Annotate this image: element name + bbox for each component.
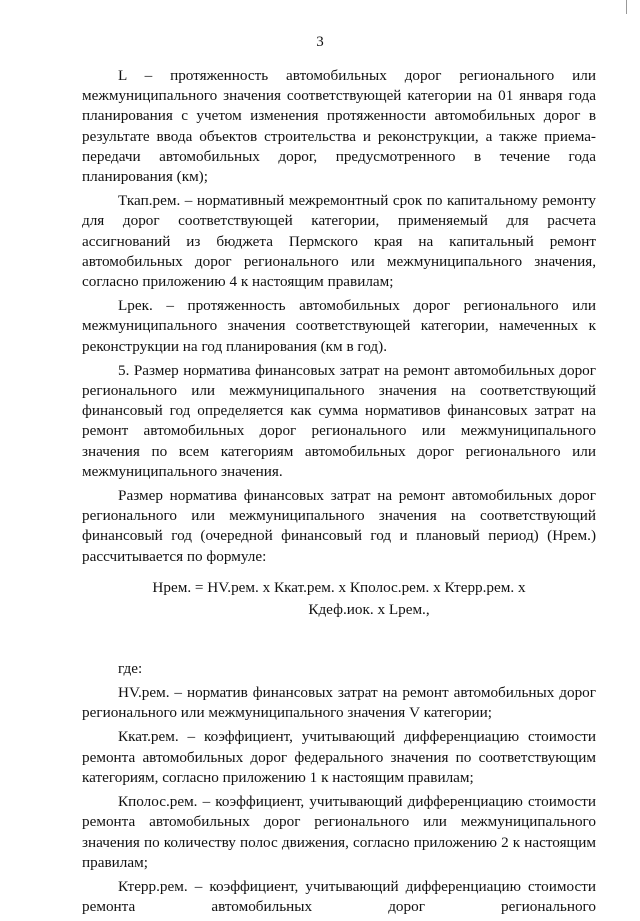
where-label: где:	[118, 659, 143, 677]
formula-line-1: Нрем. = НV.рем. x Ккат.рем. x Кполос.рем. x Ктерр.рем. x	[152, 578, 526, 596]
paragraph-definition-hv: НV.рем. – норматив финансовых затрат на ремонт автомобильных дорог регионального или межмуниципального значения V категории;	[82, 684, 596, 722]
formula	[82, 577, 596, 621]
scan-mark	[626, 0, 627, 14]
paragraph-definition-kkat: Ккат.рем. – коэффициент, учитывающий дифференциацию стоимости ремонта автомобильных дорог федерального значения по соответствующим категориям, согласно приложению 1 к настоящим правилам;	[82, 728, 596, 786]
paragraph-item-5: 5. Размер норматива финансовых затрат на ремонт автомобильных дорог регионального или межмуниципального значения на соответствующий финансовый год определяется как сумма нормативов финансовых затрат на ремонт автомобильных дорог регионального или межмуниципального значения по всем категориям автомобильных дорог регионального или межмуниципального значения.	[82, 361, 596, 480]
paragraph-formula-intro: Размер норматива финансовых затрат на ремонт автомобильных дорог регионального или межмуниципального значения на соответствующий финансовый год (очередной финансовый год и плановый период) (Нрем.) рассчитывается по формуле:	[82, 487, 596, 565]
page-number: 3	[316, 34, 324, 50]
paragraph-definition-l: L – протяженность автомобильных дорог регионального или межмуниципального значения соответствующей категории на 01 января года планирования с учетом изменения протяженности автомобильных дорог в результате ввода объектов строительства и реконструкции, а также приема-передачи автомобильных дорог, предусмотренного в течение года планирования (км);	[82, 67, 596, 186]
formula-line-2: Кдеф.иок. x Lрем.,	[308, 600, 430, 618]
document-body	[82, 66, 596, 921]
paragraph-definition-lrek: Lрек. – протяженность автомобильных дорог регионального или межмуниципального значения соответствующей категории, намеченных к реконструкции на год планирования (км в год).	[82, 297, 596, 355]
paragraph-definition-kpolos: Кполос.рем. – коэффициент, учитывающий дифференциацию стоимости ремонта автомобильных дорог регионального или межмуниципального значения по количеству полос движения, согласно приложению 2 к настоящим правилам;	[82, 793, 596, 871]
paragraph-definition-kterr: Ктерр.рем. – коэффициент, учитывающий дифференциацию стоимости ремонта автомобильных дорог регионального	[82, 877, 596, 916]
paragraph-definition-tkap: Ткап.рем. – нормативный межремонтный срок по капитальному ремонту для дорог соответствующей категории, применяемый для расчета ассигнований из бюджета Пермского края на капитальный ремонт автомобильных дорог регионального или межмуниципального значения, согласно приложению 4 к настоящим правилам;	[82, 192, 596, 291]
